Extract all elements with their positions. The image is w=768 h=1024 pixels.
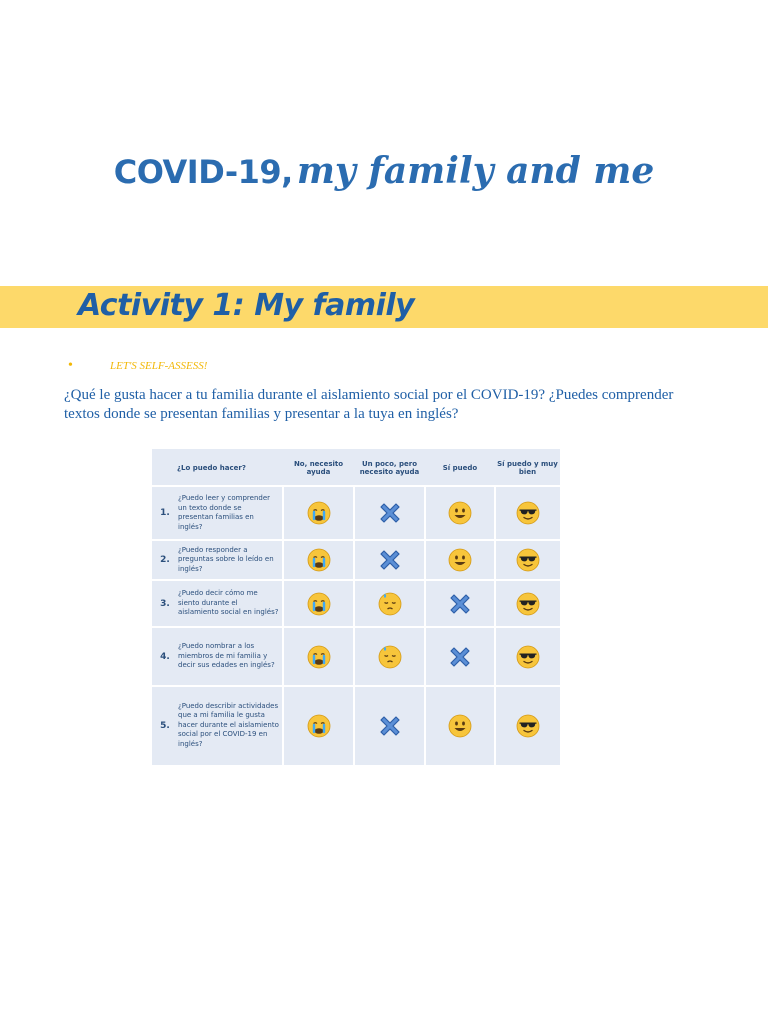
rating-cell [495, 580, 560, 627]
rating-cell [283, 486, 354, 540]
blue-x-icon [448, 645, 472, 669]
sunglasses-face-icon [516, 548, 540, 572]
blue-x-icon [378, 714, 402, 738]
can-do-statement: ¿Puedo responder a preguntas sobre lo leído en inglés? [178, 545, 274, 573]
table-row-divider [152, 539, 560, 541]
crying-face-icon [307, 501, 331, 525]
row-number: 2. [160, 555, 170, 565]
rating-cell [425, 486, 495, 540]
table-row-divider [152, 485, 560, 487]
self-assess-label: LET'S SELF-ASSESS! [110, 360, 208, 372]
blue-x-icon [378, 548, 402, 572]
table-header-cell: Sí puedo y muy bien [497, 459, 558, 476]
rating-cell [283, 686, 354, 765]
title-part-2: my family and me [296, 150, 655, 192]
sweating-face-icon [378, 645, 402, 669]
sunglasses-face-icon [516, 645, 540, 669]
can-do-statement: ¿Puedo describir actividades que a mi familia le gusta hacer durante el aislamiento social por el COVID-19 en inglés? [178, 701, 279, 748]
rating-cell [425, 686, 495, 765]
rating-cell [354, 580, 425, 627]
smiling-face-icon [448, 548, 472, 572]
sunglasses-face-icon [516, 714, 540, 738]
crying-face-icon [307, 592, 331, 616]
rating-cell [495, 486, 560, 540]
can-do-statement: ¿Puedo decir cómo me siento durante el aislamiento social en inglés? [178, 589, 279, 617]
rating-cell [495, 627, 560, 686]
crying-face-icon [307, 548, 331, 572]
can-do-statement: ¿Puedo nombrar a los miembros de mi familia y decir sus edades en inglés? [178, 642, 275, 670]
table-header-cell: Sí puedo [442, 463, 478, 472]
rating-cell [354, 627, 425, 686]
table-row-divider [152, 685, 560, 687]
title-part-1: COVID-19, [113, 153, 293, 191]
table-header-cell: Un poco, pero necesito ayuda [359, 459, 420, 476]
table-row-divider [152, 626, 560, 628]
blue-x-icon [378, 501, 402, 525]
row-number: 3. [160, 598, 170, 609]
table-header-cell: No, necesito ayuda [293, 459, 344, 476]
sunglasses-face-icon [516, 501, 540, 525]
row-number: 1. [160, 508, 170, 518]
crying-face-icon [307, 645, 331, 669]
rating-cell [354, 486, 425, 540]
sunglasses-face-icon [516, 592, 540, 616]
rating-cell [425, 627, 495, 686]
rating-cell [354, 686, 425, 765]
can-do-statement: ¿Puedo leer y comprender un texto donde se presentan familias en inglés? [178, 494, 271, 531]
crying-face-icon [307, 714, 331, 738]
rating-cell [425, 580, 495, 627]
blue-x-icon [448, 592, 472, 616]
table-header-cell: ¿Lo puedo hacer? [177, 463, 246, 472]
bullet-icon: • [68, 358, 73, 373]
question-text: ¿Qué le gusta hacer a tu familia durante el aislamiento social por el COVID-19? ¿Puedes comprender textos donde se presentan familias y presentar a la tuya en inglés? [64, 387, 674, 422]
row-number: 5. [160, 720, 170, 731]
page-title [0, 150, 768, 192]
rating-cell [495, 686, 560, 765]
sweating-face-icon [378, 592, 402, 616]
table-row-divider [152, 579, 560, 581]
activity-title: Activity 1: My family [78, 288, 415, 323]
rating-cell [354, 540, 425, 580]
rating-cell [425, 540, 495, 580]
smiling-face-icon [448, 714, 472, 738]
rating-cell [283, 540, 354, 580]
rating-cell [495, 540, 560, 580]
smiling-face-icon [448, 501, 472, 525]
activity-banner [0, 286, 768, 328]
self-assessment-table [152, 449, 560, 765]
row-number: 4. [160, 651, 170, 662]
rating-cell [283, 580, 354, 627]
rating-cell [283, 627, 354, 686]
